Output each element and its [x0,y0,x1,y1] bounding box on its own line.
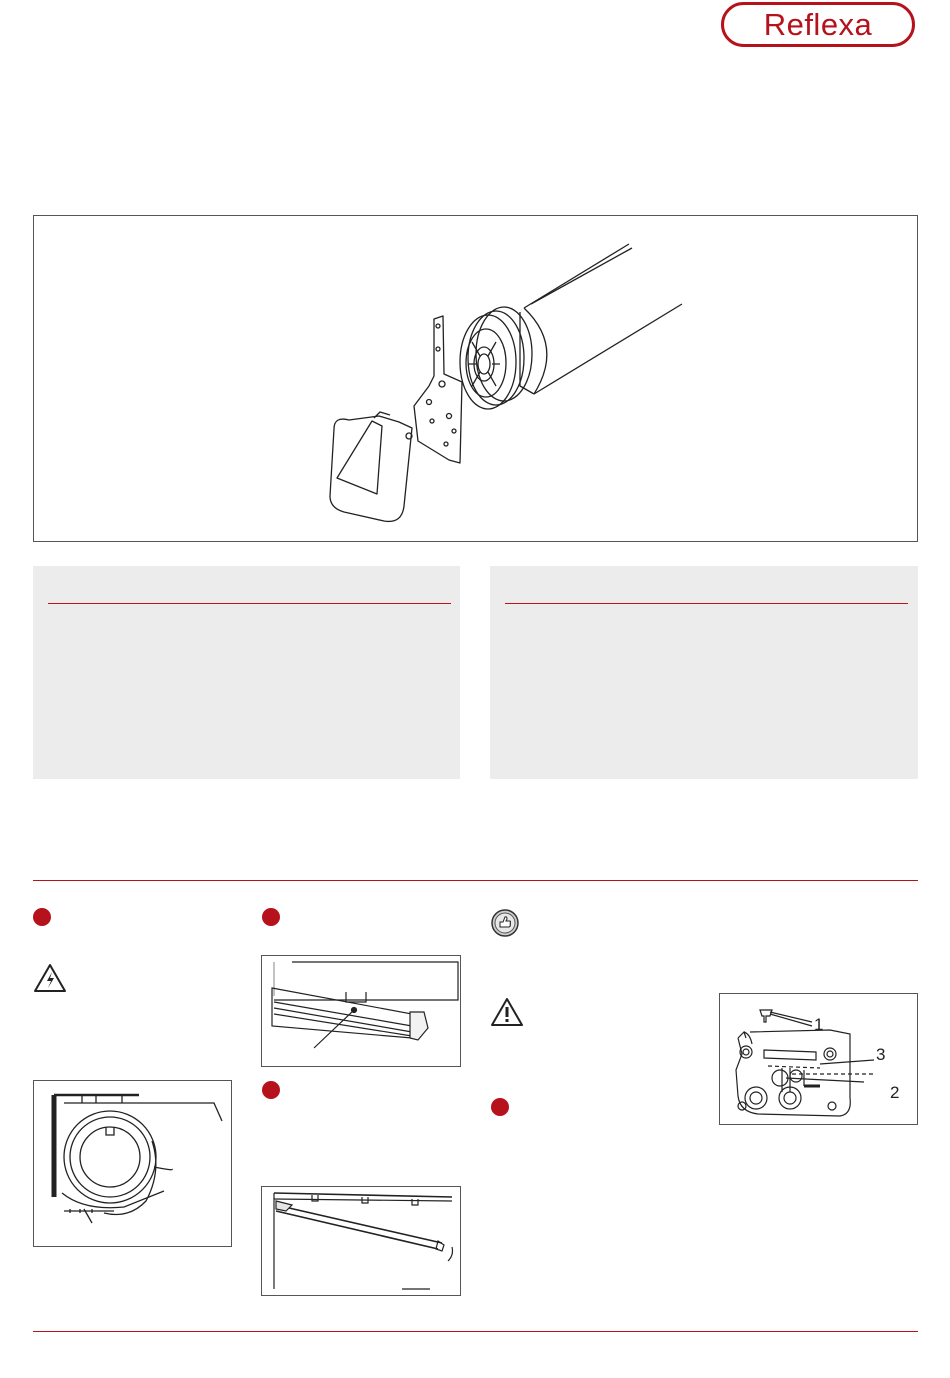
section-divider-bottom [33,1331,918,1332]
info-box-right-rule [505,603,908,604]
electric-shock-warning-icon [33,963,67,993]
reflexa-logo [721,2,915,47]
info-box-left-rule [48,603,451,604]
callout-3: 3 [876,1045,886,1064]
hero-figure [33,215,918,542]
bracket-detail-drawing [720,994,917,1124]
info-box-right [490,566,918,779]
step-marker-2 [262,908,280,926]
bar-detail-drawing [262,956,460,1066]
caution-warning-icon [490,997,524,1027]
info-box-left [33,566,460,779]
step-marker-4 [491,1098,509,1116]
section-divider-top [33,880,918,881]
roller-tube-assembly-drawing [34,216,917,541]
profile-cross-section-figure [33,1080,232,1247]
callout-1: 1 [814,1015,824,1034]
cross-section-drawing [34,1081,231,1246]
bar-angle-figure [261,1186,461,1296]
step-marker-1 [33,908,51,926]
callout-2: 2 [890,1083,900,1102]
step-marker-3 [262,1081,280,1099]
thumbs-up-icon [490,908,520,938]
logo-text: Reflexa [763,7,873,42]
bar-detail-figure [261,955,461,1067]
bar-angle-drawing [262,1187,460,1295]
bracket-detail-figure [719,993,918,1125]
